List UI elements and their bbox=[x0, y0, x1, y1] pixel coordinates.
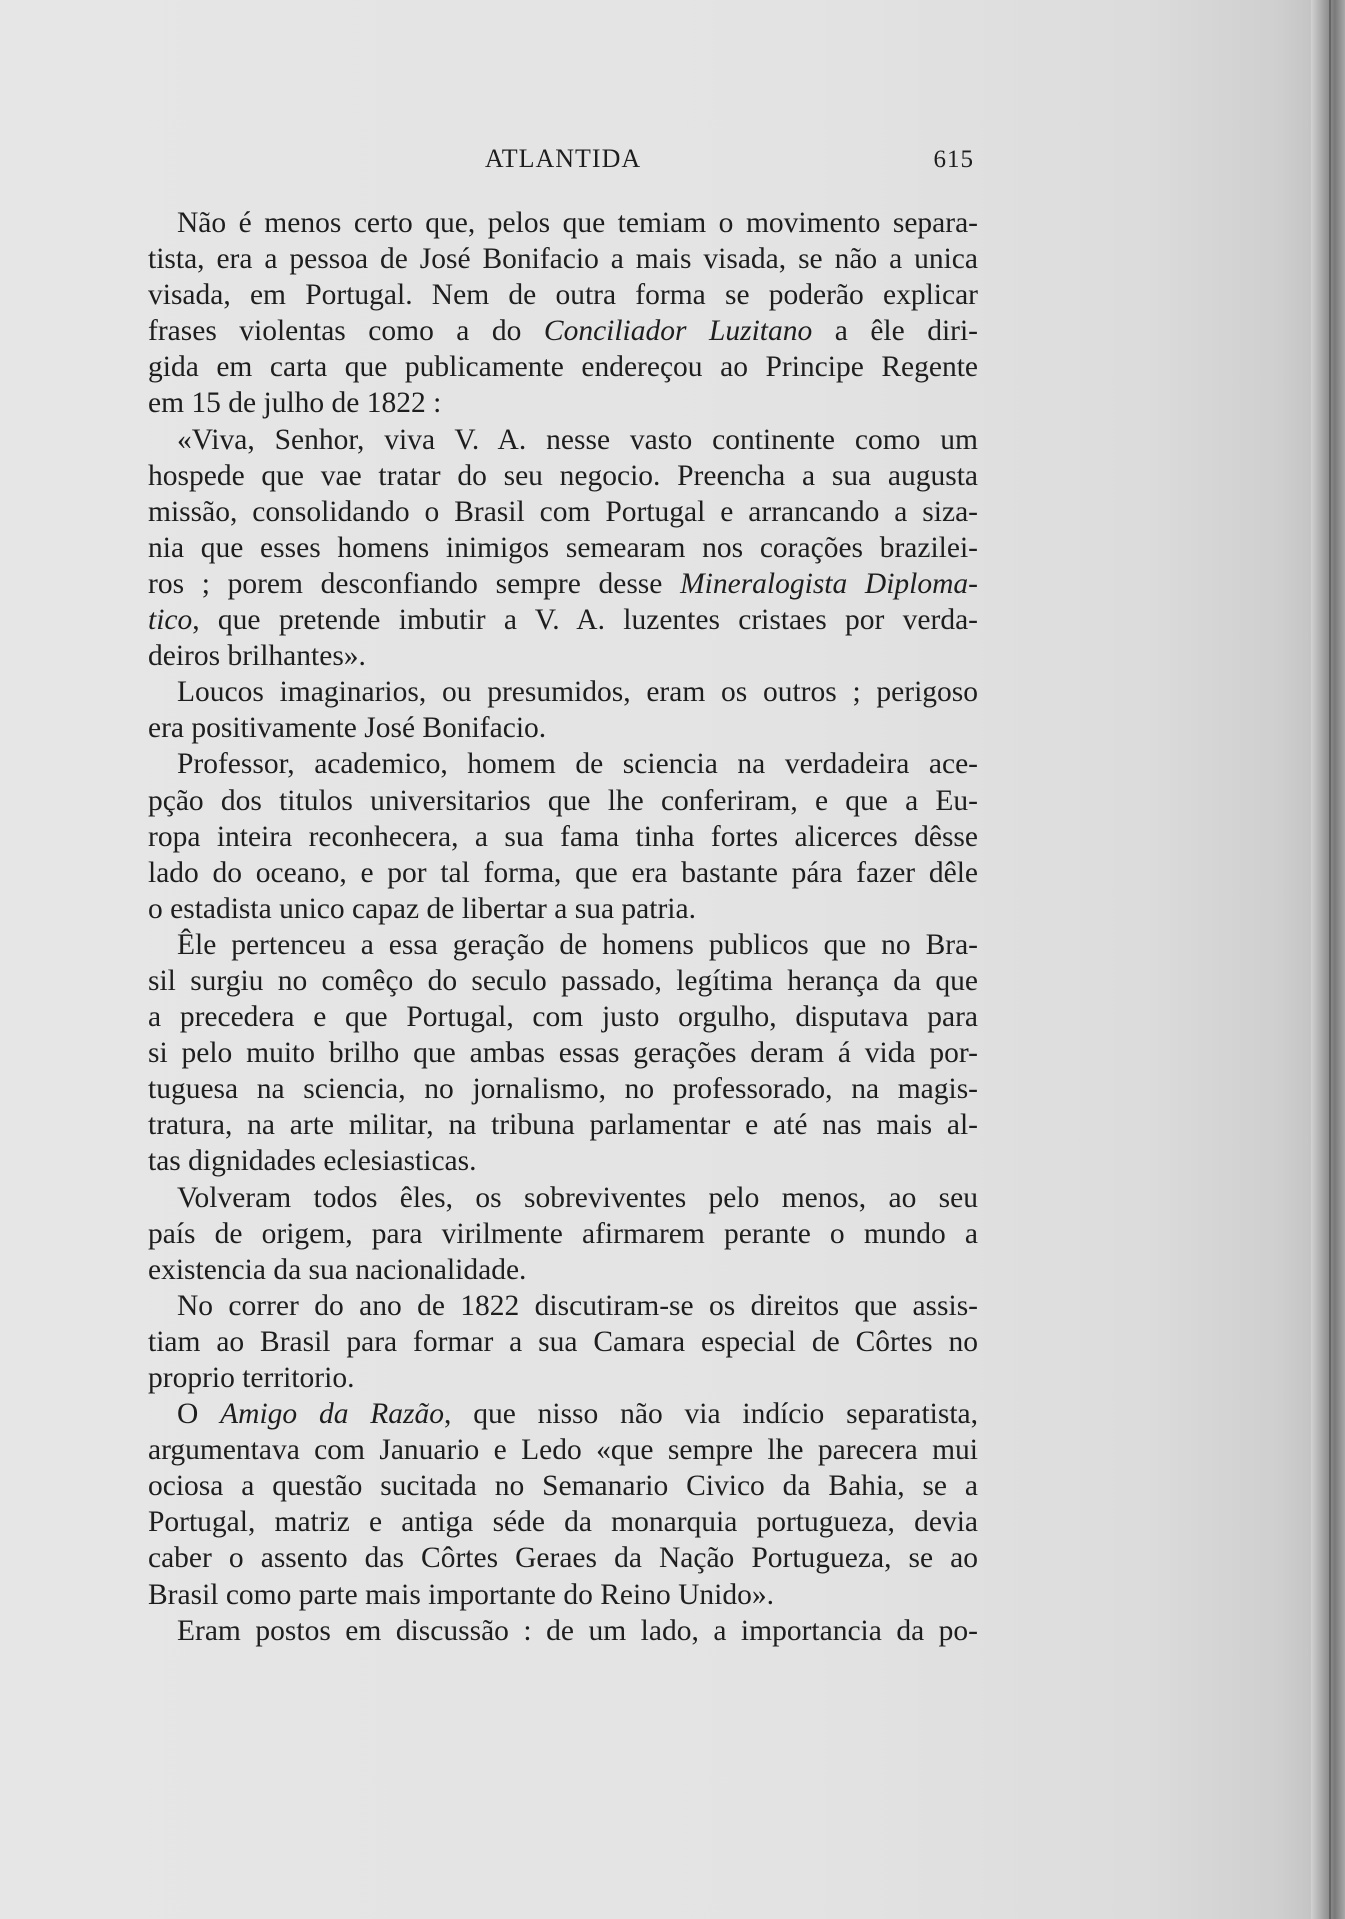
text-line: tas dignidades eclesiasticas. bbox=[148, 1145, 477, 1178]
book-binding-edge bbox=[1311, 0, 1345, 1919]
text-line: deiros brilhantes». bbox=[148, 640, 366, 673]
text-line: Loucos imaginarios, ou presumidos, eram os outros ; perigoso bbox=[177, 676, 978, 709]
text-line: caber o assento das Côrtes Geraes da Nação Portugueza, se ao bbox=[148, 1542, 978, 1575]
text-line: si pelo muito brilho que ambas essas gerações deram á vida por- bbox=[148, 1037, 978, 1070]
text-line: pção dos titulos universitarios que lhe conferiram, e que a Eu- bbox=[148, 784, 978, 817]
text-line: proprio territorio. bbox=[148, 1362, 355, 1394]
text-line: gida em carta que publicamente endereçou ao Principe Regente bbox=[148, 351, 978, 384]
running-title: ATLANTIDA bbox=[484, 144, 642, 173]
text-line: hospede que vae tratar do seu negocio. Preencha a sua augusta bbox=[148, 459, 978, 492]
text-line: tico, que pretende imbutir a V. A. luzentes cristaes por verda- bbox=[148, 604, 978, 637]
text-line: nia que esses homens inimigos semearam nos corações brazilei- bbox=[148, 531, 978, 564]
text-line: argumentava com Januario e Ledo «que sempre lhe parecera mui bbox=[148, 1434, 978, 1467]
text-line: Eram postos em discussão : de um lado, a importancia da po- bbox=[177, 1614, 978, 1647]
text-line: visada, em Portugal. Nem de outra forma se poderão explicar bbox=[148, 279, 978, 312]
text-line: sil surgiu no comêço do seculo passado, legítima herança da que bbox=[148, 964, 978, 997]
running-header bbox=[148, 144, 978, 180]
text-line: tratura, na arte militar, na tribuna parlamentar e até nas mais al- bbox=[148, 1109, 978, 1142]
text-line: em 15 de julho de 1822 : bbox=[148, 387, 442, 420]
body-text bbox=[148, 205, 978, 1649]
text-line: tuguesa na sciencia, no jornalismo, no professorado, na magis- bbox=[148, 1073, 978, 1106]
text-line: missão, consolidando o Brasil com Portugal e arrancando a siza- bbox=[148, 495, 978, 528]
text-line: Brasil como parte mais importante do Reino Unido». bbox=[148, 1578, 774, 1611]
text-line: ros ; porem desconfiando sempre desse Mineralogista Diploma- bbox=[148, 567, 978, 600]
text-line: o estadista unico capaz de libertar a sua patria. bbox=[148, 892, 696, 925]
text-line: O Amigo da Razão, que nisso não via indício separatista, bbox=[177, 1398, 978, 1431]
page-number: 615 bbox=[933, 146, 974, 173]
text-line: existencia da sua nacionalidade. bbox=[148, 1253, 527, 1286]
text-line: país de origem, para virilmente afirmarem perante o mundo a bbox=[148, 1217, 978, 1250]
binding-shadow-line bbox=[1329, 0, 1331, 1919]
text-line: «Viva, Senhor, viva V. A. nesse vasto continente como um bbox=[177, 423, 978, 456]
text-line: ociosa a questão sucitada no Semanario Civico da Bahia, se a bbox=[148, 1470, 978, 1503]
text-line: Êle pertenceu a essa geração de homens publicos que no Bra- bbox=[177, 928, 978, 961]
text-line: era positivamente José Bonifacio. bbox=[148, 712, 547, 745]
text-line: ropa inteira reconhecera, a sua fama tinha fortes alicerces dêsse bbox=[148, 820, 978, 853]
text-line: Professor, academico, homem de sciencia na verdadeira ace- bbox=[177, 748, 978, 781]
text-line: frases violentas como a do Conciliador Luzitano a êle diri- bbox=[148, 315, 978, 348]
text-line: lado do oceano, e por tal forma, que era bastante pára fazer dêle bbox=[148, 856, 978, 889]
text-line: tiam ao Brasil para formar a sua Camara especial de Côrtes no bbox=[148, 1325, 978, 1358]
text-line: a precedera e que Portugal, com justo orgulho, disputava para bbox=[148, 1001, 978, 1034]
text-line: No correr do ano de 1822 discutiram-se os direitos que assis- bbox=[177, 1289, 978, 1322]
text-line: tista, era a pessoa de José Bonifacio a mais visada, se não a unica bbox=[148, 243, 978, 276]
text-line: Volveram todos êles, os sobreviventes pelo menos, ao seu bbox=[177, 1181, 978, 1214]
text-line: Portugal, matriz e antiga séde da monarquia portugueza, devia bbox=[148, 1506, 978, 1539]
text-line: Não é menos certo que, pelos que temiam o movimento separa- bbox=[177, 207, 978, 239]
